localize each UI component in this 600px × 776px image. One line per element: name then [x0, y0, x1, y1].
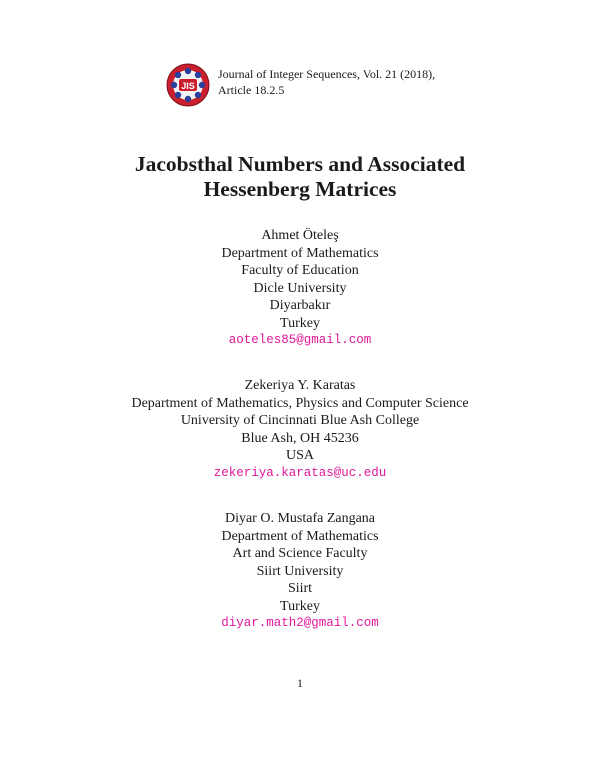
author-email-link[interactable]: aoteles85@gmail.com — [228, 333, 372, 347]
affiliation-line: Diyarbakır — [269, 298, 331, 313]
affiliation-line: Siirt — [287, 581, 313, 596]
journal-line: Journal of Integer Sequences, Vol. 21 (2018), — [218, 67, 436, 81]
author-name: Ahmet Öteleş — [261, 228, 339, 243]
affiliation-line: Turkey — [280, 598, 320, 614]
paper-title — [0, 152, 600, 202]
logo-letters: JIS — [181, 81, 195, 91]
article-line: Article 18.2.5 — [218, 83, 285, 97]
author-email-link[interactable]: diyar.math2@gmail.com — [221, 616, 379, 630]
title-line-1: Jacobsthal Numbers and Associated — [134, 152, 466, 176]
affiliation-line: Dicle University — [253, 280, 347, 296]
affiliation-line: USA — [285, 448, 314, 463]
affiliation-line: Blue Ash, OH 45236 — [241, 430, 359, 446]
journal-header — [166, 63, 486, 108]
author-block-2 — [0, 377, 600, 482]
author-name: Zekeriya Y. Karatas — [244, 378, 356, 393]
journal-citation — [218, 66, 435, 98]
affiliation-line: Department of Mathematics, Physics and Computer Science — [131, 395, 469, 411]
author-block-1 — [0, 227, 600, 350]
affiliation-line: University of Cincinnati Blue Ash College — [180, 413, 420, 428]
affiliation-line: Siirt University — [256, 563, 344, 579]
affiliation-line: Turkey — [280, 315, 320, 331]
jis-logo-icon — [166, 63, 210, 107]
author-email-link[interactable]: zekeriya.karatas@uc.edu — [213, 465, 387, 480]
affiliation-line: Art and Science Faculty — [232, 546, 368, 561]
affiliation-line: Department of Mathematics — [221, 245, 379, 261]
affiliation-line: Department of Mathematics — [221, 528, 379, 544]
affiliation-line: Faculty of Education — [241, 263, 359, 278]
page-number: 1 — [297, 676, 303, 690]
author-name: Diyar O. Mustafa Zangana — [224, 511, 376, 526]
author-block-3 — [0, 510, 600, 633]
title-line-2: Hessenberg Matrices — [203, 177, 397, 201]
